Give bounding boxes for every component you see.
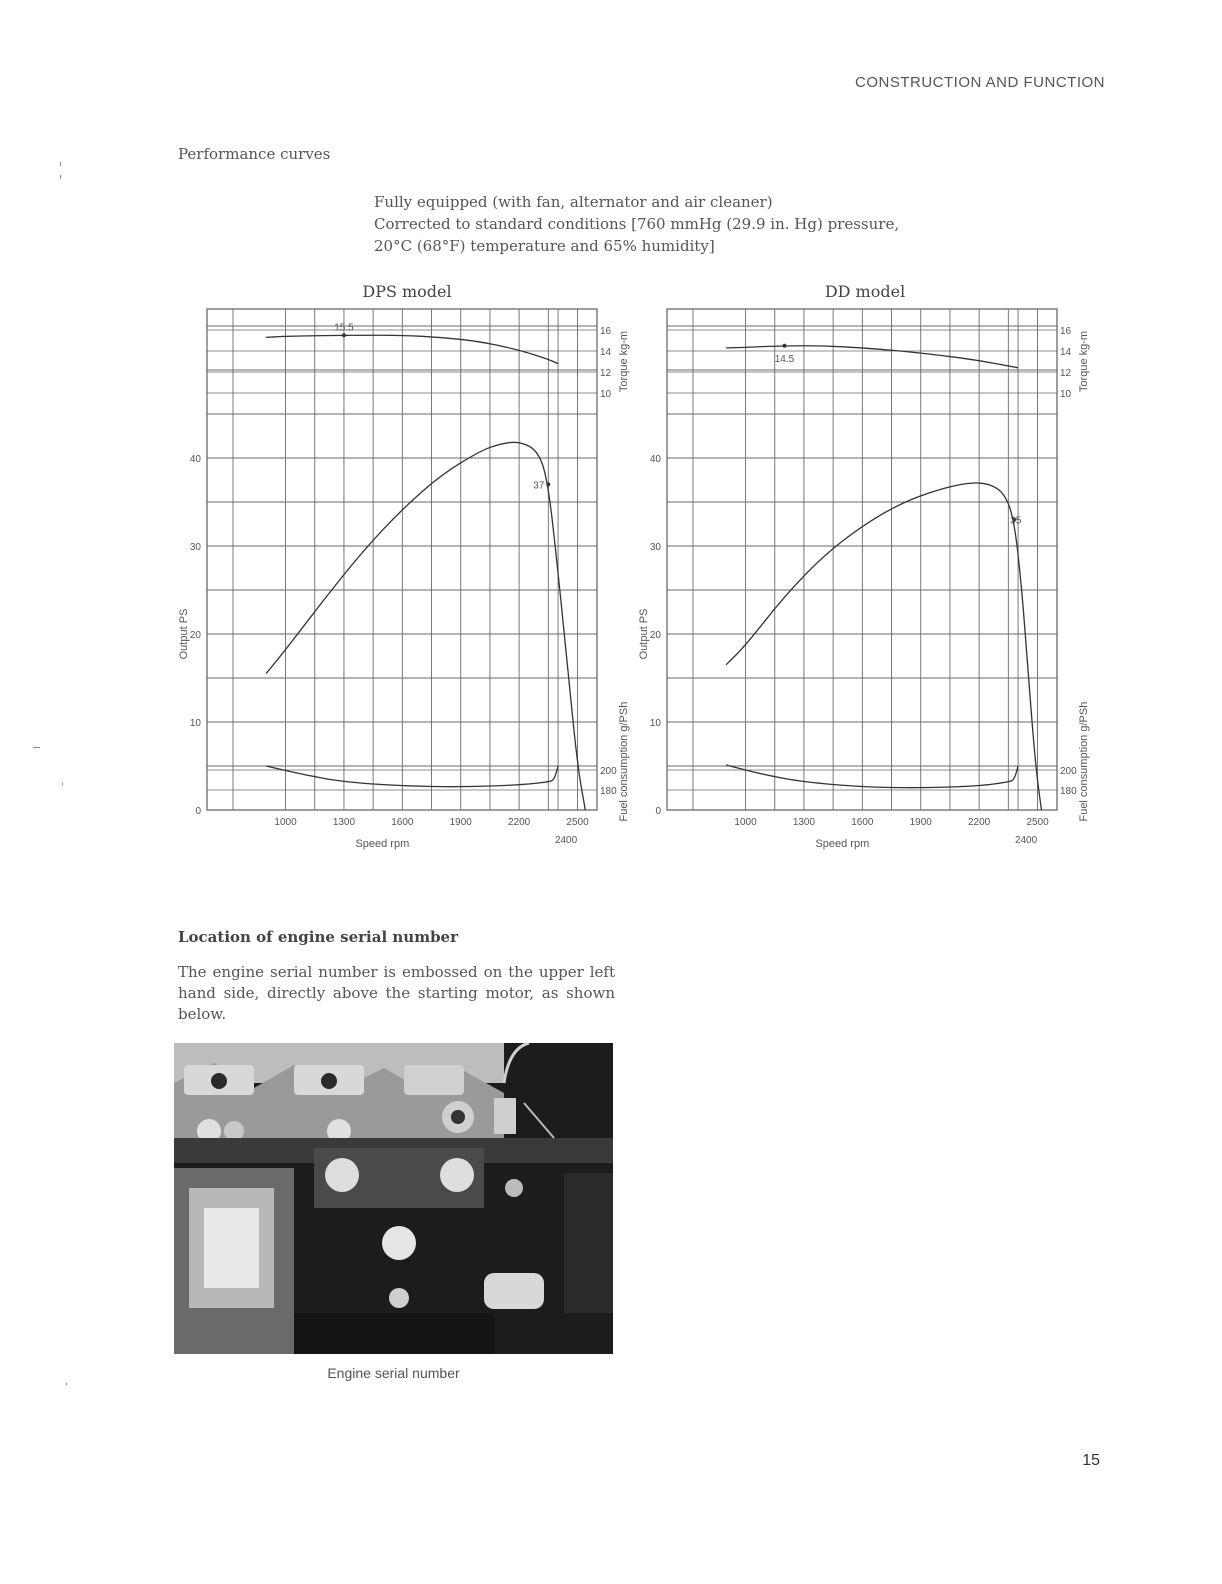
- y-tick-label: 20: [189, 630, 201, 641]
- engine-photo: [174, 1043, 613, 1354]
- y-tick-label: 40: [649, 454, 661, 465]
- x-tick-label: 1000: [274, 817, 297, 828]
- photo-caption: Engine serial number: [327, 1365, 460, 1381]
- page-number: 15: [1082, 1452, 1100, 1469]
- series-line-output: [726, 483, 1041, 810]
- x-tick-label: 1000: [734, 817, 757, 828]
- fuel-axis-label: Fuel consumption g/PSh: [1078, 701, 1090, 822]
- torque-axis-label: Torque kg-m: [1078, 330, 1090, 393]
- annotation-point: [342, 333, 346, 337]
- y-tick-label: 40: [189, 454, 201, 465]
- x-tick-label: 1600: [391, 817, 414, 828]
- torque-tick-label: 10: [1060, 389, 1072, 400]
- annotation-label: 15.5: [334, 322, 354, 334]
- y-tick-label: 10: [649, 718, 661, 729]
- y-axis-label: Output PS: [178, 608, 190, 660]
- fuel-tick-label: 180: [1060, 786, 1077, 797]
- dps-chart-title: DPS model: [362, 282, 452, 301]
- dps-performance-chart: [160, 300, 650, 860]
- location-body: The engine serial number is embossed on the upper left hand side, directly above the starting motor, as shown below.: [178, 963, 615, 1023]
- fuel-tick-label: 180: [600, 786, 617, 797]
- x-tick-label: 1600: [851, 817, 874, 828]
- annotation-label: 37: [533, 480, 545, 492]
- x-tick-label: 2200: [508, 817, 531, 828]
- series-line-fuel-consumption: [266, 766, 558, 787]
- y-tick-label: 0: [655, 806, 661, 817]
- location-title: Location of engine serial number: [178, 928, 458, 946]
- x-tick-label: 2500: [1026, 817, 1049, 828]
- annotation-label: 14.5: [774, 353, 795, 365]
- running-header: CONSTRUCTION AND FUNCTION: [855, 74, 1105, 91]
- torque-tick-label: 16: [600, 326, 612, 337]
- annotation-label: 35: [1010, 515, 1022, 527]
- x-tick-label: 1900: [909, 817, 932, 828]
- torque-tick-label: 14: [600, 347, 612, 358]
- test-conditions: [374, 191, 899, 257]
- x-tick-label: 2400: [1014, 835, 1038, 846]
- fuel-tick-label: 200: [600, 766, 617, 777]
- torque-axis-label: Torque kg-m: [618, 330, 630, 393]
- fuel-tick-label: 200: [1060, 766, 1077, 777]
- torque-tick-label: 12: [1060, 368, 1072, 379]
- x-axis-label: Speed rpm: [815, 838, 870, 850]
- series-line-torque: [266, 335, 558, 363]
- x-axis-label: Speed rpm: [355, 838, 410, 850]
- series-line-torque: [726, 346, 1018, 368]
- series-line-fuel-consumption: [726, 765, 1018, 788]
- x-tick-label: 1900: [449, 817, 472, 828]
- scan-mark: [60, 175, 61, 179]
- torque-tick-label: 10: [600, 389, 612, 400]
- condition-line: Corrected to standard conditions [760 mmHg (29.9 in. Hg) pressure,: [374, 215, 900, 233]
- condition-line: 20°C (68°F) temperature and 65% humidity]: [374, 237, 715, 255]
- x-tick-label: 2200: [968, 817, 991, 828]
- dd-performance-chart: [620, 300, 1110, 860]
- condition-line: Fully equipped (with fan, alternator and air cleaner): [374, 193, 773, 211]
- dd-chart-title: DD model: [824, 282, 906, 301]
- x-tick-label: 1300: [332, 817, 356, 828]
- y-tick-label: 30: [189, 542, 201, 553]
- torque-tick-label: 14: [1060, 347, 1072, 358]
- y-axis-label: Output PS: [638, 608, 650, 660]
- annotation-point: [782, 344, 786, 348]
- scan-mark: [66, 1383, 67, 1385]
- series-line-output: [266, 442, 585, 810]
- section-title: Performance curves: [178, 145, 331, 163]
- y-tick-label: 20: [649, 630, 661, 641]
- x-tick-label: 1300: [792, 817, 816, 828]
- torque-tick-label: 12: [600, 368, 612, 379]
- x-tick-label: 2400: [554, 835, 578, 846]
- scan-mark: [62, 783, 63, 785]
- x-tick-label: 2500: [566, 817, 589, 828]
- torque-tick-label: 16: [1060, 326, 1072, 337]
- scan-mark: [60, 162, 61, 166]
- y-tick-label: 30: [649, 542, 661, 553]
- annotation-point: [546, 482, 550, 486]
- scan-mark: [33, 747, 40, 748]
- y-tick-label: 0: [195, 806, 201, 817]
- fuel-axis-label: Fuel consumption g/PSh: [618, 701, 630, 822]
- y-tick-label: 10: [189, 718, 201, 729]
